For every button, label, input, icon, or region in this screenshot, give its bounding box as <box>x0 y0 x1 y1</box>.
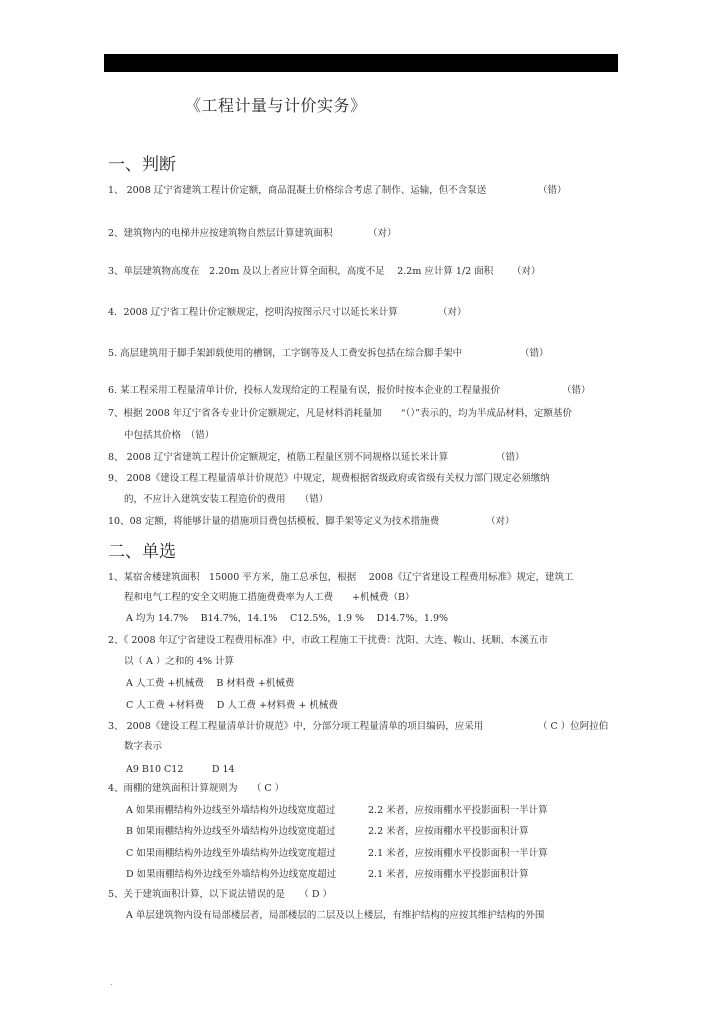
judgment-item-7: 7、根据 2008 年辽宁省各专业计价定额规定，凡是材料消耗量加 “（）”表示的，均为半成品材料，定额基价 <box>108 408 572 419</box>
choice-q4-option-b: B 如果雨棚结构外边线至外墙结构外边线宽度超过 <box>126 826 336 837</box>
choice-q4-line1: 4、雨棚的建筑面积计算规则为 （ C ） <box>108 783 285 794</box>
choice-q3-line2: 数字表示 <box>124 741 163 752</box>
choice-q3-options: A9 B10 C12 D 14 <box>126 764 235 775</box>
judgment-answer-6: （错） <box>562 385 591 396</box>
judgment-answer-7: （错） <box>190 430 215 441</box>
choice-q5-option-a: A 单层建筑物内设有局部楼层者，局部楼层的二层及以上楼层，有维护结构的应按其维护结构的外围 <box>126 910 545 921</box>
judgment-item-6: 6. 某工程采用工程量清单计价，投标人发现给定的工程量有误，报价时按本企业的工程量报价 <box>108 385 501 396</box>
judgment-item-7-continued: 中包括其价格 （错） <box>124 430 215 441</box>
judgment-answer-1: （错） <box>538 185 567 196</box>
judgment-item-8: 8、 2008 辽宁省建筑工程计价定额规定，植筋工程量区别不同规格以延长米计算 <box>108 452 449 463</box>
choice-q4-option-a: A 如果雨棚结构外边线至外墙结构外边线宽度超过 <box>126 805 336 816</box>
judgment-item-1: 1、 2008 辽宁省建筑工程计价定额，商品混凝土价格综合考虑了制作、运输，但不含泵送 <box>108 185 487 196</box>
choice-q4-option-b-tail: 2.2 米者，应按雨棚水平投影面积计算 <box>368 826 529 837</box>
section-heading-judgment: 一、判断 <box>108 155 176 175</box>
choice-q2-line2: 以（ A ）之和的 4% 计算 <box>124 656 235 667</box>
judgment-answer-10: （对） <box>486 516 515 527</box>
choice-q4-option-d-tail: 2.1 米者，应按雨棚水平投影面积计算 <box>368 869 529 880</box>
choice-q4-option-c-tail: 2.1 米者，应按雨棚水平投影面积一半计算 <box>368 848 548 859</box>
choice-q2-option-cd: C 人工费 +材料费 D 人工费 +材料费 + 机械费 <box>126 700 338 711</box>
judgment-item-3: 3、单层建筑物高度在 2.20m 及以上者应计算全面积，高度不足 2.2m 应计算 1/2 面积 <box>108 266 494 277</box>
choice-q3-answer: （ C ）位阿拉伯 <box>538 721 609 732</box>
judgment-answer-3: （对） <box>512 266 541 277</box>
judgment-answer-8: （错） <box>496 452 525 463</box>
judgment-item-9: 9、 2008《建设工程工程量清单计价规范》中规定，规费根据省级政府或省级有关权力部门规定必须缴纳 <box>108 473 550 484</box>
judgment-answer-2: （对） <box>368 228 397 239</box>
choice-q1-options: A 均为 14.7% B14.7%，14.1% C12.5%，1.9 % D14.7%，1.9% <box>126 613 449 624</box>
choice-q2-line1: 2、《 2008 年辽宁省建设工程费用标准》中，市政工程施工干扰费：沈阳、大连、鞍山、抚顺、本溪五市 <box>108 635 549 646</box>
choice-q4-option-a-tail: 2.2 米者，应按雨棚水平投影面积一半计算 <box>368 805 548 816</box>
choice-q3-line1: 3、 2008《建设工程工程量清单计价规范》中，分部分项工程量清单的项目编码，应采用 <box>108 721 484 732</box>
judgment-item-2: 2、建筑物内的电梯井应按建筑物自然层计算建筑面积 <box>108 228 333 239</box>
judgment-item-10: 10、08 定额，将能够计量的措施项目费包括模板、脚手架等定义为技术措施费 <box>108 516 440 527</box>
choice-q4-option-c: C 如果雨棚结构外边线至外墙结构外边线宽度超过 <box>126 848 336 859</box>
choice-q1-line2: 程和电气工程的安全文明施工措施费费率为人工费 +机械费（B） <box>124 592 415 603</box>
judgment-answer-4: （对） <box>438 307 467 318</box>
choice-q5-line1: 5、关于建筑面积计算，以下说法错误的是 （ D ） <box>108 889 332 900</box>
choice-q2-option-ab: A 人工费 +机械费 B 材料费 +机械费 <box>126 678 295 689</box>
judgment-answer-9: （错） <box>304 494 329 505</box>
judgment-item-5: 5. 高层建筑用于脚手架卸载使用的槽钢，工字钢等及人工费安拆包括在综合脚手架中 <box>108 348 463 359</box>
choice-q4-option-d: D 如果雨棚结构外边线至外墙结构外边线宽度超过 <box>126 869 337 880</box>
judgment-item-4: 4．2008 辽宁省工程计价定额规定，挖明沟按图示尺寸以延长米计算 <box>108 307 398 318</box>
section-heading-single-choice: 二、单选 <box>108 542 176 562</box>
document-title: 《工程计量与计价实务》 <box>185 96 367 115</box>
footer-mark: . <box>110 978 113 987</box>
header-black-bar <box>104 54 618 72</box>
judgment-answer-5: （错） <box>520 348 549 359</box>
choice-q1-line1: 1、某宿舍楼建筑面积 15000 平方米，施工总承包，根据 2008《辽宁省建设工程费用标准》规定，建筑工 <box>108 572 574 583</box>
judgment-item-9-continued: 的，不应计入建筑安装工程造价的费用 （错） <box>124 494 329 505</box>
